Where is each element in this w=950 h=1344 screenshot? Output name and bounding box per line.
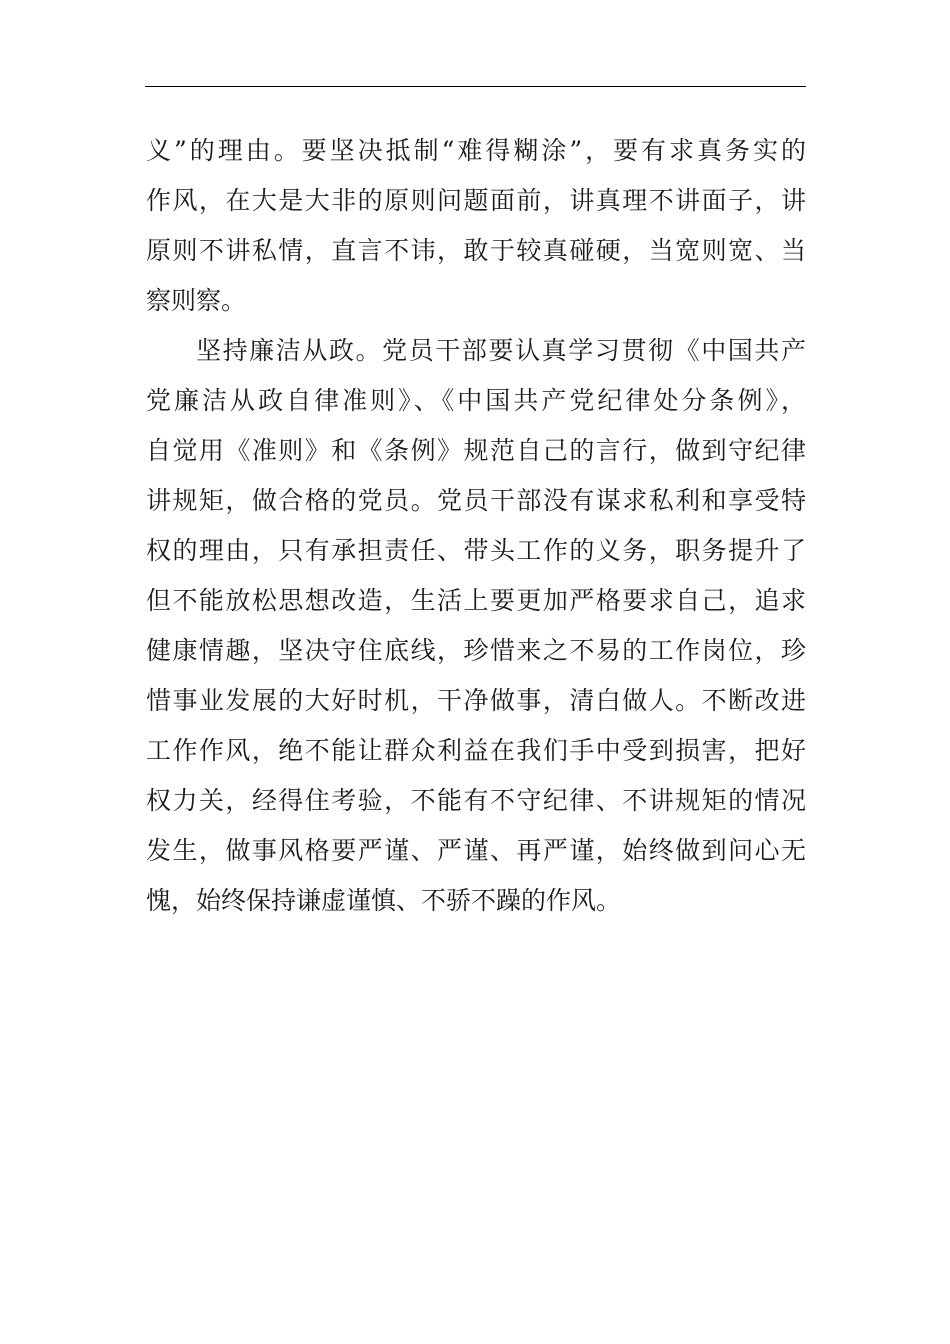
paragraph-line: 权的理由，只有承担责任、带头工作的义务，职务提升了 (146, 536, 806, 565)
paragraph-line: 党廉洁从政自律准则》、《中国共产党纪律处分条例》， (146, 386, 806, 415)
paragraph-line: 自觉用《准则》和《条例》规范自己的言行，做到守纪律 (146, 436, 806, 465)
paragraph-line: 义”的理由。要坚决抵制“难得糊涂”，要有求真务实的 (146, 136, 806, 165)
paragraph-integrity (146, 326, 806, 926)
paragraph-line: 察则察。 (146, 286, 247, 315)
paragraph-line: 发生，做事风格要严谨、严谨、再严谨，始终做到问心无 (146, 836, 806, 865)
header-rule (145, 86, 806, 87)
paragraph-line: 讲规矩，做合格的党员。党员干部没有谋求私利和享受特 (146, 486, 806, 515)
paragraph-line: 愧，始终保持谦虚谨慎、不骄不躁的作风。 (146, 886, 622, 915)
paragraph-line: 但不能放松思想改造，生活上要更加严格要求自己，追求 (146, 586, 806, 615)
paragraph-line: 坚持廉洁从政。党员干部要认真学习贯彻《中国共产 (196, 336, 806, 365)
paragraph-line: 惜事业发展的大好时机，干净做事，清白做人。不断改进 (146, 686, 806, 715)
paragraph-line: 权力关，经得住考验，不能有不守纪律、不讲规矩的情况 (146, 786, 806, 815)
paragraph-line: 原则不讲私情，直言不讳，敢于较真碰硬，当宽则宽、当 (146, 236, 806, 265)
paragraph-line: 作风，在大是大非的原则问题面前，讲真理不讲面子，讲 (146, 186, 806, 215)
paragraph-continuation (146, 126, 806, 326)
paragraph-line: 健康情趣，坚决守住底线，珍惜来之不易的工作岗位，珍 (146, 636, 806, 665)
paragraph-line: 工作作风，绝不能让群众利益在我们手中受到损害，把好 (146, 736, 806, 765)
document-body (146, 126, 806, 926)
